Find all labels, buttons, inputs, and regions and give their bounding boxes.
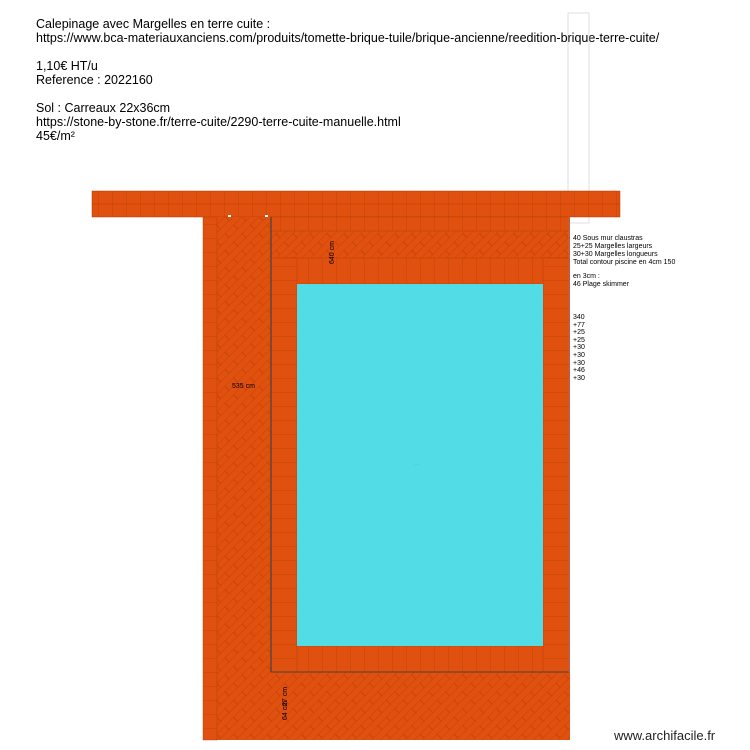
calc-line: +30 [573, 374, 585, 382]
side-note-5: en 3cm : [573, 273, 600, 280]
side-note-3: 30+30 Margelles longueurs [573, 251, 658, 258]
watermark: www.archifacile.fr [614, 728, 716, 743]
dimension-bottom-b: 64 cm [282, 700, 289, 720]
calc-line: +30 [573, 344, 585, 352]
pool-center-label: ····· [414, 462, 419, 466]
note-url-stone: https://stone-by-stone.fr/terre-cuite/2290-terre-cuite-manuelle.html [36, 115, 401, 129]
note-floor-price: 45€/m² [36, 129, 75, 143]
note-url-bca: https://www.bca-materiauxanciens.com/produits/tomette-brique-tuile/brique-ancienne/reedition-brique-terre-cuite/ [36, 31, 660, 45]
top-border [271, 217, 569, 231]
side-notes [573, 235, 675, 289]
note-floor: Sol : Carreaux 22x36cm [36, 101, 171, 115]
calc-line: +25 [573, 329, 585, 337]
dimension-bottom-a: 27 cm [282, 686, 289, 706]
calc-list [573, 314, 585, 382]
calc-line: +30 [573, 359, 585, 367]
note-price: 1,10€ HT/u [36, 59, 98, 73]
dimension-left-side: 535 cm [232, 383, 255, 390]
calc-line: +77 [573, 321, 585, 329]
coping-right [543, 258, 569, 672]
coping-left [271, 258, 297, 672]
side-note-6: 46 Plage skimmer [573, 281, 630, 288]
dimension-top-inner: 640 cm [329, 241, 336, 264]
left-border [203, 217, 217, 740]
calc-line: 340 [573, 314, 585, 321]
side-note-4: Total contour piscine en 4cm 150 [573, 259, 676, 266]
side-note-1: 40 Sous mur claustras [573, 235, 643, 242]
pool [297, 284, 543, 646]
note-title: Calepinage avec Margelles en terre cuite : [36, 17, 271, 31]
calc-line: +46 [573, 367, 585, 375]
coping-bottom [283, 646, 569, 672]
coping-top [283, 258, 569, 284]
calc-line: +25 [573, 336, 585, 344]
side-note-2: 25+25 Margelles largeurs [573, 243, 653, 250]
note-reference: Reference : 2022160 [36, 73, 153, 87]
calc-line: +30 [573, 351, 585, 359]
